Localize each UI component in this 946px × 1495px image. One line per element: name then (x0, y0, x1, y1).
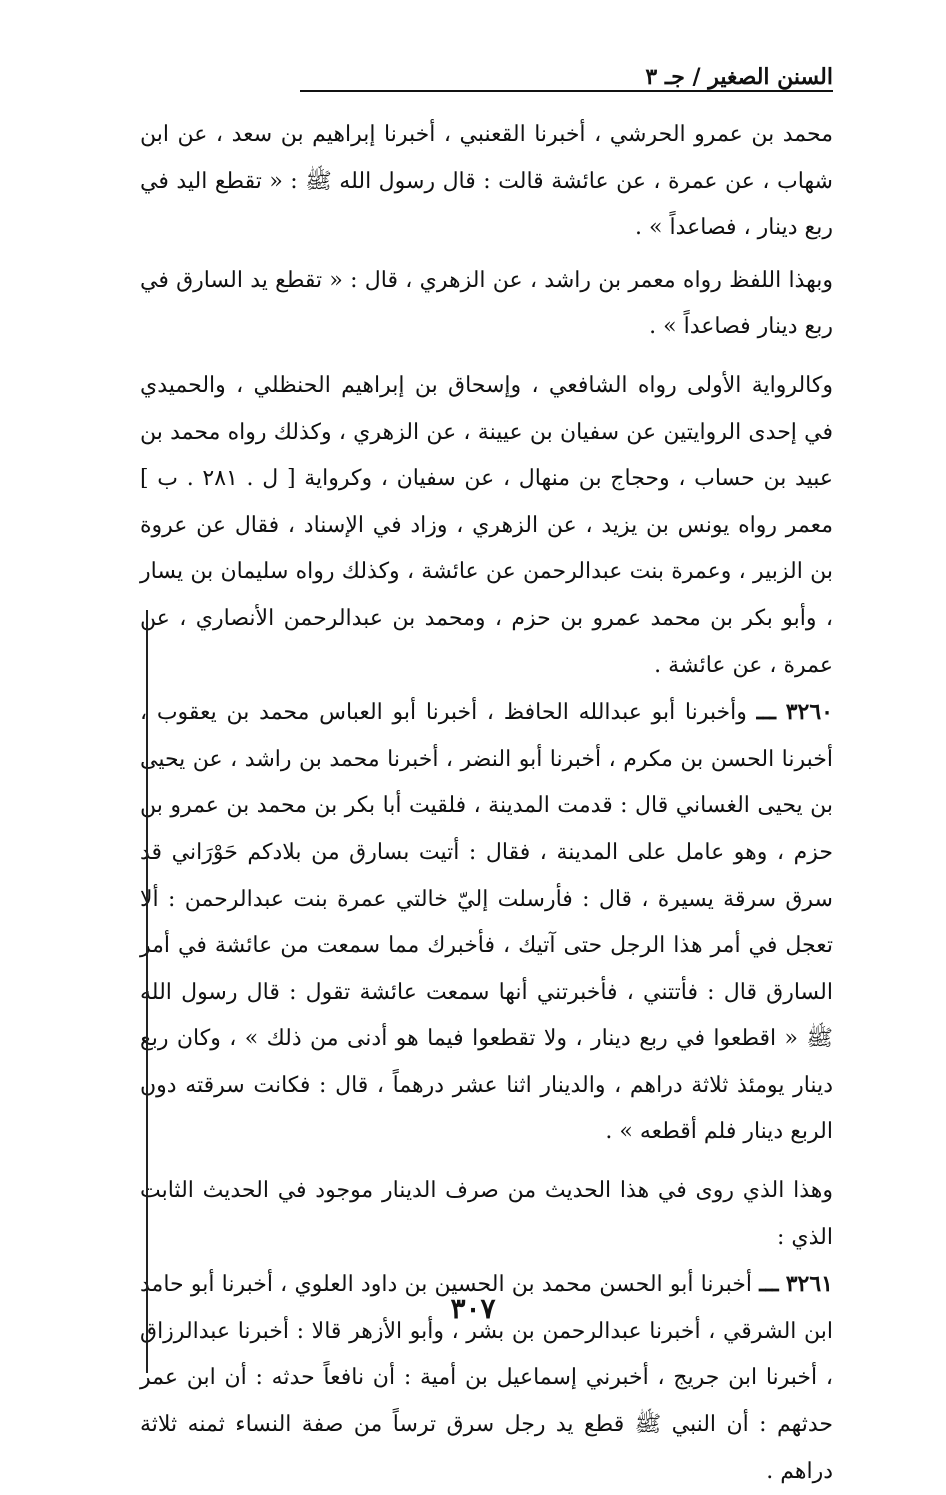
page-body (140, 112, 833, 1495)
running-header (140, 64, 833, 98)
header-rule (300, 90, 833, 92)
hadith-3260 (140, 689, 833, 1156)
page-number: ٣٠٧ (450, 1292, 496, 1325)
hadith-number-3260: ٣٢٦٠ (785, 699, 833, 726)
paragraph-3: وكالرواية الأولى رواه الشافعي ، وإسحاق بن إبراهيم الحنظلي ، والحميدي في إحدى الروايتين عن سفيان بن عيينة ، عن الزهري ، وكذلك رواه محمد بن عبيد بن حساب ، وحجاج بن منهال ، عن سفيان ، وكرواية [ ل . ٢٨١ . ب ] معمر رواه يونس بن يزيد ، عن الزهري ، وزاد في الإسناد ، فقال عن عروة بن الزبير ، وعمرة بنت عبدالرحمن عن عائشة ، وكذلك رواه سليمان بن يسار ، وأبو بكر بن محمد عمرو بن حزم ، ومحمد بن عبدالرحمن الأنصاري ، عن عمرة ، عن عائشة . (140, 372, 833, 678)
scan-margin-line (146, 610, 148, 1373)
hadith-number-3261: ٣٢٦١ (785, 1271, 833, 1298)
hadith-text-3260: وأخبرنا أبو عبدالله الحافظ ، أخبرنا أبو العباس محمد بن يعقوب ، أخبرنا الحسن بن مكرم ، أخبرنا أبو النضر ، أخبرنا محمد بن راشد ، عن يحيى بن يحيى الغساني قال : قدمت المدينة ، فلقيت أبا بكر بن محمد بن عمرو بن حزم ، وهو عامل على المدينة ، فقال : أتيت بسارق من بلادكم حَوْرَاني قد سرق سرقة يسيرة ، قال : فأرسلت إليّ خالتي عمرة بنت عبدالرحمن : ألا تعجل في أمر هذا الرجل حتى آتيك ، فأخبرك مما سمعت من عائشة في أمر السارق قال : فأتتني ، فأخبرتني أنها سمعت عائشة تقول : قال رسول الله ﷺ « اقطعوا في ربع دينار ، ولا تقطعوا فيما هو أدنى من ذلك » ، وكان ربع دينار يومئذ ثلاثة دراهم ، والدينار اثنا عشر درهماً ، قال : فكانت سرقته دون الربع دينار فلم أقطعه » . (140, 700, 833, 1145)
paragraph-5: وهذا الذي روى في هذا الحديث من صرف الدينار موجود في الحديث الثابت الذي : (140, 1178, 833, 1250)
hadith-text-3261: أخبرنا أبو الحسن محمد بن الحسين بن داود العلوي ، أخبرنا أبو حامد ابن الشرقي ، أخبرنا عبدالرحمن بن بشر ، وأبو الأزهر قالا : أخبرنا عبدالرزاق ، أخبرنا ابن جريج ، أخبرني إسماعيل بن أمية : أن نافعاً حدثه : أن ابن عمر حدثهم : أن النبي ﷺ قطع يد رجل سرق ترساً من صفة النساء ثمنه ثلاثة دراهم . (140, 1272, 833, 1484)
paragraph-2: وبهذا اللفظ رواه معمر بن راشد ، عن الزهري ، قال : « تقطع يد السارق في ربع دينار فصاعداً » . (140, 267, 833, 340)
header-title: السنن الصغير / جـ ٣ (645, 64, 833, 90)
hadith-dash-3261: ـــ (759, 1271, 779, 1298)
hadith-dash-3260: ـــ (756, 699, 776, 726)
paragraph-1: محمد بن عمرو الحرشي ، أخبرنا القعنبي ، أخبرنا إبراهيم بن سعد ، عن ابن شهاب ، عن عمرة ، عن عائشة قالت : قال رسول الله ﷺ : « تقطع اليد في ربع دينار ، فصاعداً » . (140, 122, 833, 241)
